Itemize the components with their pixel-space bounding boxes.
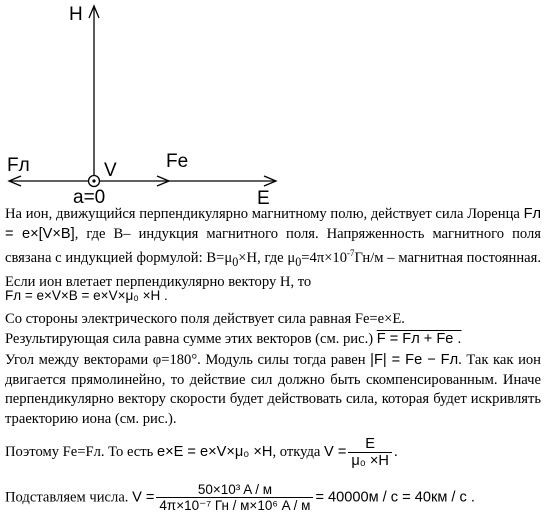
p4-text-b: . Так как ион двигается прямолинейно, то действие сил должно быть скомпенсированным. Иначе перпендикулярно вектору скорости будет действовать сила, которая будет искривлять траекторию иона (см. рис.). — [5, 352, 541, 427]
paragraph-angle — [5, 351, 541, 429]
paragraph-resultant — [5, 331, 541, 348]
lorentz-formula: Fл = e×[V×B] — [5, 206, 541, 242]
p6-text-a: Подставляем числа. — [5, 489, 133, 506]
paragraph-equality: Поэтому Fe=Fл. То есть e×E = e×V×μ₀ ×H, откуда V = $\frac{E}{\text{μ₀ ×H}}$ . — [5, 436, 398, 469]
equality-formula: e×E = e×V×μ₀ ×H — [156, 443, 273, 460]
p1-text-a: На ион, движущийся перпендикулярно магнитному полю, действует сила Лоренца — [5, 206, 524, 222]
vector-diagram — [0, 0, 548, 210]
label-h: H — [69, 4, 83, 25]
result-value: = 40000м / c = 40км / c . — [315, 489, 475, 506]
p3-text: Результирующая сила равна сумме этих векторов (см. рис.) — [5, 331, 377, 347]
p1-text-c: ×H, где μ — [238, 250, 296, 267]
paragraph-substitution — [5, 482, 541, 514]
label-v: V — [104, 160, 117, 181]
v-fraction-den: μ₀ ×H — [351, 453, 389, 469]
p1-exponent: -7 — [347, 248, 355, 259]
label-fl: Fл — [7, 155, 30, 176]
numeric-fraction — [156, 482, 313, 514]
label-fe: Fe — [166, 151, 189, 172]
v-fraction-num: E — [348, 436, 392, 453]
lorentz-expanded-formula: Fл = e×V×B = e×V×μ₀ ×H . — [5, 288, 168, 303]
label-e: E — [257, 188, 270, 209]
v-lhs-2: V = — [132, 489, 155, 506]
label-a: a=0 — [73, 187, 106, 208]
resultant-formula: F = Fл + Fe . — [376, 331, 462, 347]
p5-text-a: Поэтому Fe=Fл. То есть — [5, 443, 157, 460]
paragraph-electric-force: Со стороны электрического поля действует сила равная Fe=e×E. — [5, 311, 405, 327]
v-lhs: V = — [324, 443, 347, 460]
v-fraction — [348, 436, 392, 469]
numeric-fraction-num: 50×10³ A / м — [156, 482, 313, 498]
p4-text-a: Угол между векторами φ=180°. Модуль силы тогда равен — [5, 352, 371, 368]
p5-text-b: , откуда — [272, 443, 325, 460]
ion-dot — [92, 179, 95, 182]
p1-text-d: =4π×10 — [301, 250, 348, 267]
numeric-fraction-den: 4π×10⁻⁷ Гн / м×10⁶ A / м — [159, 498, 311, 513]
p1-text-b: , где B– индукция магнитного поля. Напряженность магнитного поля связана с индукцией формулой: B=μ — [5, 225, 541, 267]
p1-text-e: Гн/м – магнитная постоянная. Если ион влетает перпендикулярно вектору H, то — [5, 250, 541, 290]
paragraph-lorentz: На ион, движущийся перпендикулярно магнитному полю, действует сила Лоренца Fл = e×[V×B], где B– индукция магнитного поля. Напряженность магнитного поля связана с индукцией формулой: $B=\mu_0\times H$, где $\mu_0=4\pi\times 10^{-7}Гн/м$ – магнитная постоянная. Если ион влетает перпендикулярно вектору H, то — [5, 206, 541, 290]
modulus-formula: |F| = Fe − Fл — [370, 352, 459, 368]
